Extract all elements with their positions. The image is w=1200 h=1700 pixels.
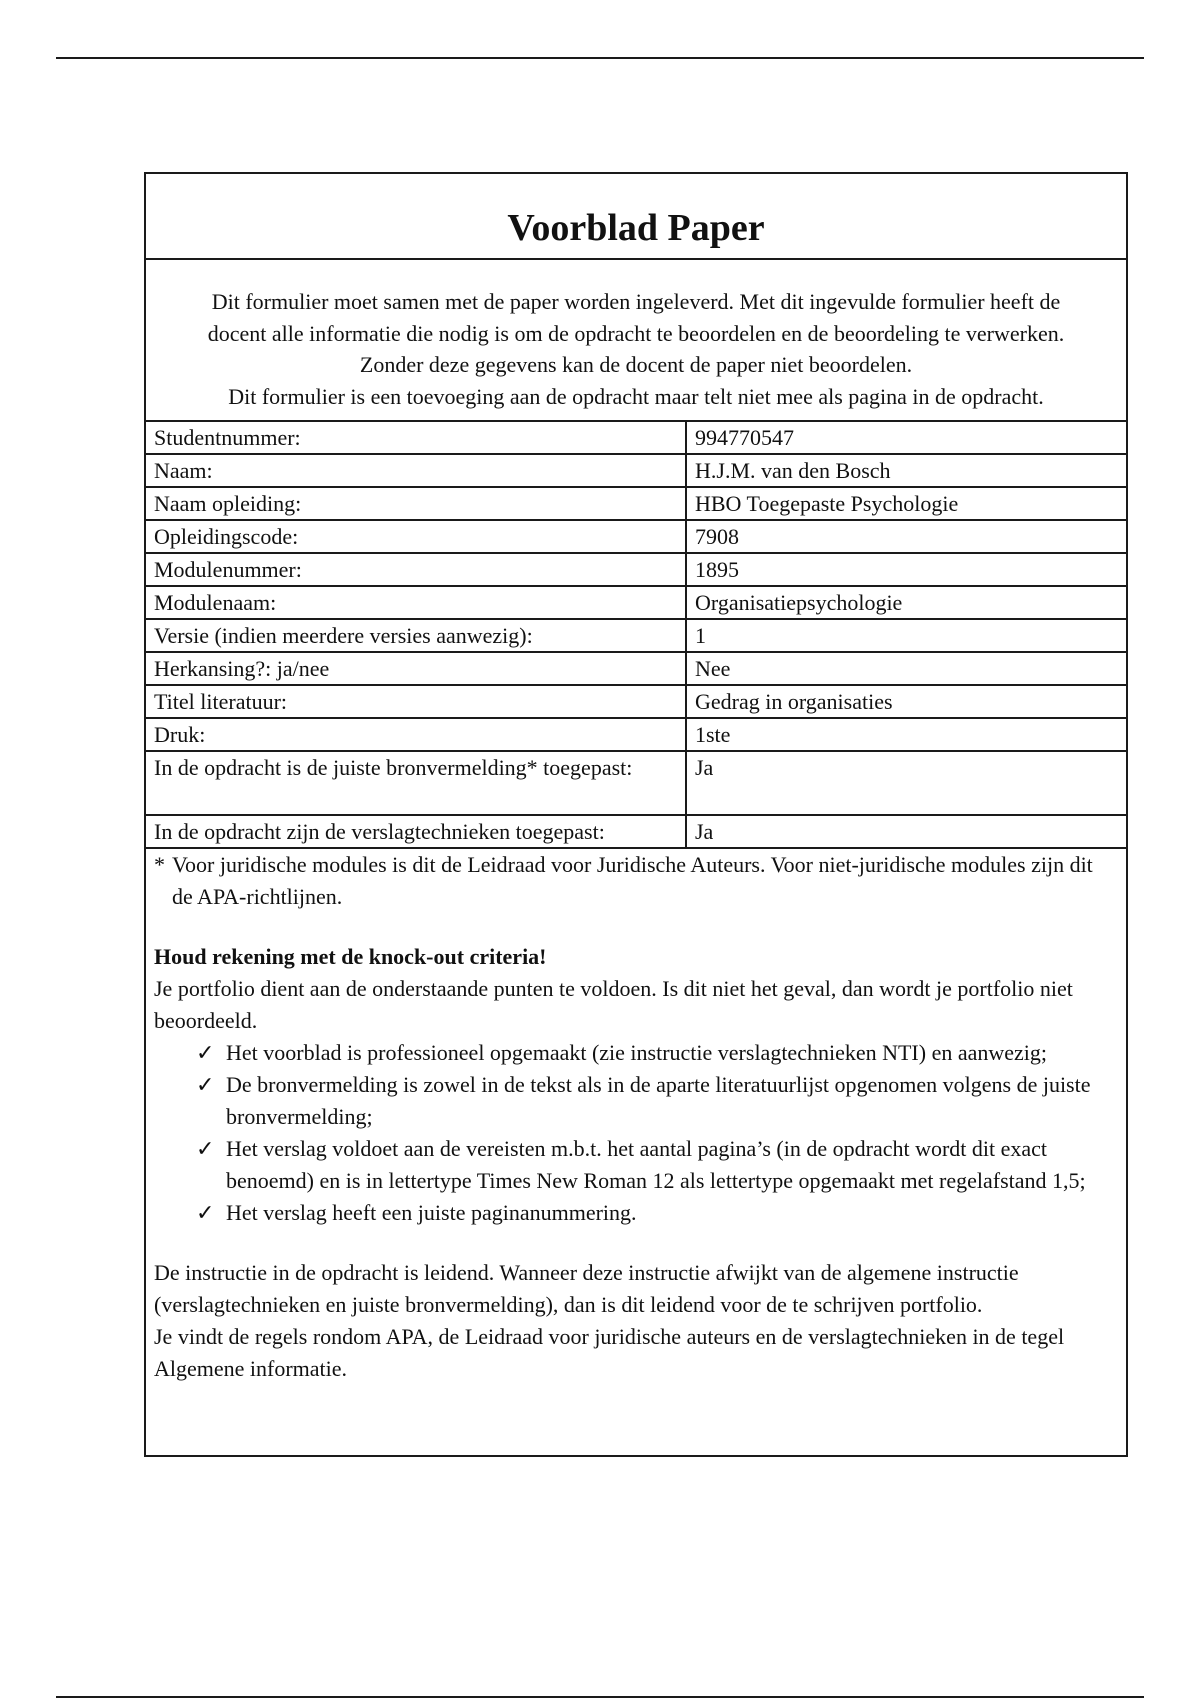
field-value: Gedrag in organisaties (686, 685, 1126, 718)
field-value: 1 (686, 619, 1126, 652)
table-row (146, 751, 1126, 815)
field-value: 7908 (686, 520, 1126, 553)
table-row (146, 718, 1126, 751)
checkmark-icon: ✓ (196, 1040, 215, 1065)
student-info-table (146, 422, 1126, 849)
field-label: Modulenummer: (146, 553, 686, 586)
field-label: Versie (indien meerdere versies aanwezig): (146, 619, 686, 652)
field-label: Opleidingscode: (146, 520, 686, 553)
table-row (146, 652, 1126, 685)
notes-section (146, 849, 1126, 1385)
field-value: HBO Toegepaste Psychologie (686, 487, 1126, 520)
page-title: Voorblad Paper (507, 207, 765, 249)
checkmark-icon: ✓ (196, 1072, 215, 1097)
field-value: H.J.M. van den Bosch (686, 454, 1126, 487)
table-row (146, 553, 1126, 586)
table-row (146, 520, 1126, 553)
field-value: Organisatiepsychologie (686, 586, 1126, 619)
intro-line: docent alle informatie die nodig is om de opdracht te beoordelen en de beoordeling te verwerken. (207, 320, 1065, 346)
list-item (196, 1197, 1118, 1229)
list-item-text: Het voorblad is professioneel opgemaakt (zie instructie verslagtechnieken NTI) en aanwezig; (226, 1040, 1048, 1065)
title-row (146, 174, 1126, 260)
list-item (196, 1133, 1118, 1197)
list-item (196, 1069, 1118, 1133)
field-label: Naam: (146, 454, 686, 487)
intro-line: Zonder deze gegevens kan de docent de paper niet beoordelen. (359, 352, 913, 377)
list-item-text: Het verslag heeft een juiste paginanummering. (226, 1200, 637, 1225)
footnote-text: Voor juridische modules is dit de Leidraad voor Juridische Auteurs. Voor niet-juridische modules zijn dit de APA-richtlijnen. (172, 852, 1093, 909)
footnote (154, 849, 1118, 913)
field-label: In de opdracht is de juiste bronvermelding* toegepast: (146, 751, 686, 815)
field-label: Studentnummer: (146, 422, 686, 454)
bottom-rule (56, 1696, 1144, 1698)
field-label: Druk: (146, 718, 686, 751)
field-value: Ja (686, 815, 1126, 848)
intro-line: Dit formulier moet samen met de paper worden ingeleverd. Met dit ingevulde formulier heeft de (211, 289, 1061, 314)
top-rule (56, 57, 1144, 59)
field-label: In de opdracht zijn de verslagtechnieken toegepast: (146, 815, 686, 848)
intro-line: Dit formulier is een toevoeging aan de opdracht maar telt niet mee als pagina in de opdracht. (228, 383, 1044, 409)
field-value: 1ste (686, 718, 1126, 751)
knockout-heading: Houd rekening met de knock-out criteria! (154, 944, 547, 969)
closing-paragraph: Je vindt de regels rondom APA, de Leidraad voor juridische auteurs en de verslagtechnieken in de tegel Algemene informatie. (154, 1324, 1065, 1381)
field-label: Modulenaam: (146, 586, 686, 619)
knockout-list (154, 1037, 1118, 1229)
field-value: 994770547 (686, 422, 1126, 454)
table-row (146, 619, 1126, 652)
checkmark-icon: ✓ (196, 1200, 215, 1225)
knockout-intro: Je portfolio dient aan de onderstaande punten te voldoen. Is dit niet het geval, dan wordt je portfolio niet beoordeeld. (154, 976, 1073, 1033)
list-item (196, 1037, 1118, 1069)
field-label: Herkansing?: ja/nee (146, 652, 686, 685)
table-row (146, 685, 1126, 718)
table-row (146, 454, 1126, 487)
table-row (146, 487, 1126, 520)
table-row (146, 422, 1126, 454)
closing-paragraph: De instructie in de opdracht is leidend. Wanneer deze instructie afwijkt van de algemene instructie (verslagtechnieken en juiste bronvermelding), dan is dit leidend voor de te schrijven portfolio. (154, 1260, 1019, 1317)
checkmark-icon: ✓ (196, 1136, 215, 1161)
footnote-mark: * (154, 852, 165, 877)
field-label: Naam opleiding: (146, 487, 686, 520)
field-value: Ja (686, 751, 1126, 815)
table-row (146, 586, 1126, 619)
field-label: Titel literatuur: (146, 685, 686, 718)
field-value: Nee (686, 652, 1126, 685)
list-item-text: De bronvermelding is zowel in de tekst als in de aparte literatuurlijst opgenomen volgens de juiste bronvermelding; (226, 1072, 1091, 1129)
table-row (146, 815, 1126, 848)
intro-text (146, 260, 1126, 422)
field-value: 1895 (686, 553, 1126, 586)
list-item-text: Het verslag voldoet aan de vereisten m.b.t. het aantal pagina’s (in de opdracht wordt dit exact benoemd) en is in lettertype Times New Roman 12 als lettertype opgemaakt met regelafstand 1,5; (226, 1136, 1086, 1193)
cover-form (144, 172, 1128, 1457)
